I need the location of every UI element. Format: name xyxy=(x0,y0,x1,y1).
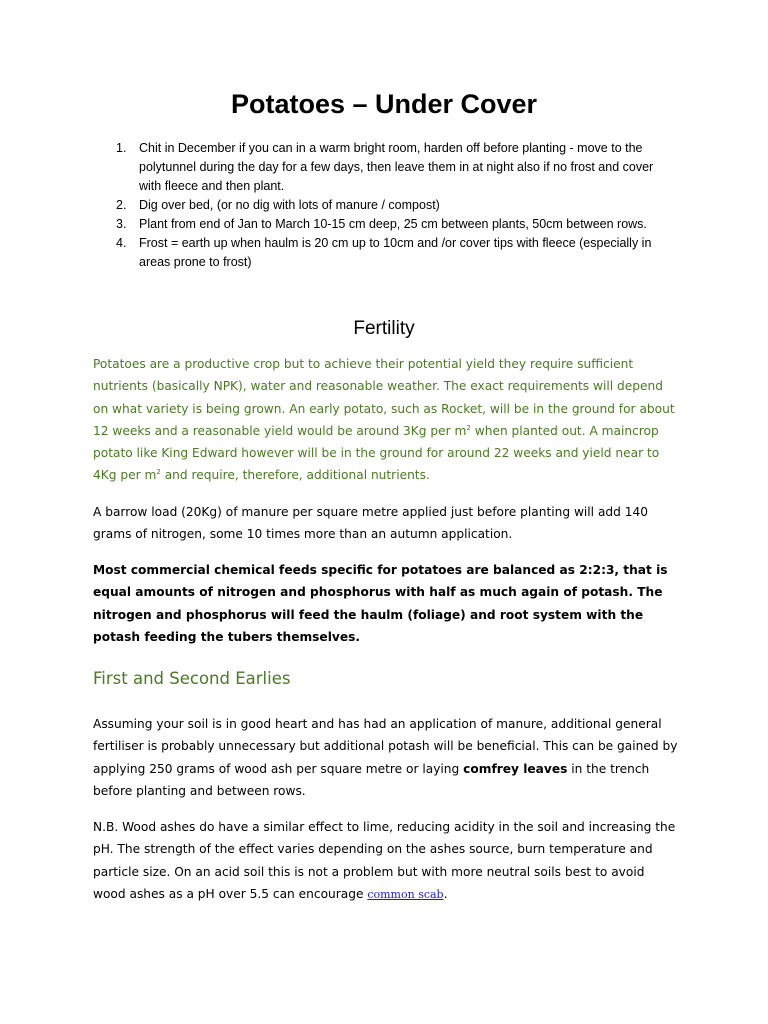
fertility-heading: Fertility xyxy=(353,318,415,339)
earlies-heading: First and Second Earlies xyxy=(93,669,291,688)
chemical-feeds-paragraph: Most commercial chemical feeds specific for potatoes are balanced as 2:2:3, that is equal amounts of nitrogen and phosphorus with half as much again of potash. The nitrogen and phosphorus will feed the haulm (foliage) and root system with the potash feeding the tubers themselves. xyxy=(93,563,668,644)
list-item xyxy=(116,215,676,234)
comfrey-leaves-text: comfrey leaves xyxy=(463,761,568,776)
page-title: Potatoes – Under Cover xyxy=(230,89,538,119)
paragraph-text: Potatoes are a productive crop but to achieve their potential yield they require sufficient nutrients (basically NPK), water and reasonable weather. The exact requirements will depend on what variety is being grown. An early potato, such as Rocket, will be in the ground for about 12 weeks and a reasonable yield would be around 3Kg per m xyxy=(93,357,675,438)
list-number: 3. xyxy=(116,217,127,231)
manure-paragraph: A barrow load (20Kg) of manure per square metre applied just before planting will add 140 grams of nitrogen, some 10 times more than an autumn application. xyxy=(93,505,649,542)
paragraph-text: Assuming your soil is in good heart and has had an application of manure, additional general fertiliser is probably unnecessary but additional potash will be beneficial. This can be gained by applying 250 grams of wood ash per square metre or laying xyxy=(93,717,678,776)
list-number: 1. xyxy=(116,141,127,155)
list-number: 4. xyxy=(116,236,127,250)
list-item-text: Frost = earth up when haulm is 20 cm up to 10cm and /or cover tips with fleece (especially in areas prone to frost) xyxy=(139,236,652,269)
list-item-text: Chit in December if you can in a warm bright room, harden off before planting - move to the polytunnel during the day for a few days, then leave them in at night also if no frost and cover with fleece and then plant. xyxy=(139,141,654,193)
wood-ash-paragraph xyxy=(93,816,679,906)
list-number: 2. xyxy=(116,198,127,212)
fertility-intro-paragraph xyxy=(93,353,679,487)
soil-paragraph xyxy=(93,713,679,802)
superscript: 2 xyxy=(156,468,161,477)
list-item-text: Dig over bed, (or no dig with lots of manure / compost) xyxy=(139,198,440,212)
list-item-text: Plant from end of Jan to March 10-15 cm deep, 25 cm between plants, 50cm between rows. xyxy=(139,217,647,231)
paragraph-text: when planted out. A maincrop potato like King Edward however will be in the ground for around 22 weeks and yield near to 4Kg per m xyxy=(93,423,660,483)
steps-list xyxy=(116,139,676,272)
list-item xyxy=(116,196,676,215)
paragraph-text: and require, therefore, additional nutrients. xyxy=(160,468,430,483)
list-item xyxy=(116,234,676,272)
common-scab-link[interactable]: common scab xyxy=(367,887,444,901)
superscript: 2 xyxy=(466,423,471,432)
paragraph-text: N.B. Wood ashes do have a similar effect to lime, reducing acidity in the soil and increasing the pH. The strength of the effect varies depending on the ashes source, burn temperature and particle size. On an acid soil this is not a problem but with more neutral soils best to avoid wood ashes as a pH over 5.5 can encourage xyxy=(93,820,676,901)
paragraph-text: in the trench before planting and between rows. xyxy=(93,761,650,798)
list-item xyxy=(116,139,676,196)
paragraph-text: . xyxy=(443,886,448,901)
